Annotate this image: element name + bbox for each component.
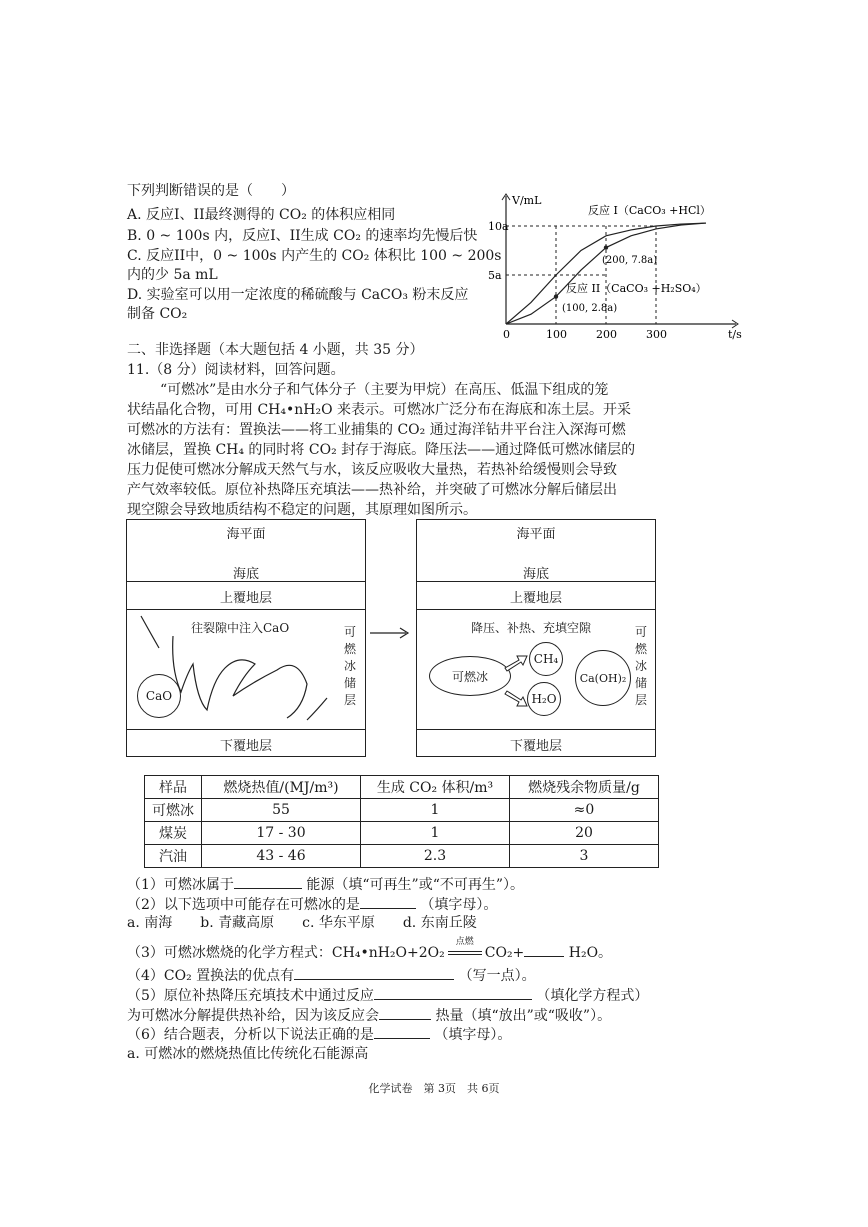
caoh2-circle: Ca(OH)₂ xyxy=(575,650,631,706)
q10-option-b: B. 0 ~ 100s 内，反应I、II生成 CO₂ 的速率均先慢后快 xyxy=(127,228,478,244)
upper-layer-label: 上覆地层 xyxy=(219,591,272,606)
table-header-row xyxy=(145,776,659,799)
q2-options: a. 南海 b. 青藏高原 c. 华东平原 d. 东南丘陵 xyxy=(127,915,477,931)
table-cell: 20 xyxy=(510,822,659,845)
paragraph-line-4: 冰储层，置换 CH₄ 的同时将 CO₂ 封存于海底。降压法——通过降低可燃冰储层的 xyxy=(127,442,636,458)
data-point xyxy=(554,294,558,298)
x-tick-label: 0 xyxy=(503,328,510,341)
table-cell: 43 - 46 xyxy=(202,845,361,868)
q3-line xyxy=(127,937,613,963)
decomposition-arrows-icon xyxy=(501,648,531,718)
q5-text: （5）原位补热降压充填技术中通过反应 xyxy=(127,988,374,1004)
column-header: 生成 CO₂ 体积/m³ xyxy=(361,776,510,799)
paragraph-line-2: 状结晶化合物，可用 CH₄•nH₂O 来表示。可燃冰广泛分布在海底和冻土层。开采 xyxy=(127,402,632,418)
cao-circle: CaO xyxy=(137,674,181,718)
column-header: 燃烧热值/(MJ/m³) xyxy=(202,776,361,799)
divider xyxy=(417,581,655,582)
paragraph-line-1: “可燃冰”是由水分子和气体分子（主要为甲烷）在高压、低温下组成的笼 xyxy=(160,382,609,398)
sea-level-label: 海平面 xyxy=(516,527,556,542)
answer-blank[interactable] xyxy=(379,1005,431,1020)
fuel-comparison-table xyxy=(144,775,659,868)
paragraph-line-6: 产气效率较低。原位补热降压充填法——热补给，并突破了可燃冰分解后储层出 xyxy=(127,482,617,498)
q10-prompt: 下列判断错误的是（ ） xyxy=(127,183,295,199)
answer-blank[interactable] xyxy=(374,985,532,1000)
q5-text-end: 热量（填“放出”或“吸收”）。 xyxy=(435,1008,612,1024)
process-label: 降压、补热、充填空隙 xyxy=(471,621,592,635)
divider xyxy=(127,729,365,730)
table-row xyxy=(145,845,659,868)
x-tick-label: 100 xyxy=(546,328,567,341)
x-tick-label: 200 xyxy=(596,328,617,341)
y-tick-label: 5a xyxy=(488,269,502,282)
x-tick-label: 300 xyxy=(646,328,667,341)
q2-text-end: （填字母）。 xyxy=(420,897,498,913)
column-header: 燃烧残余物质量/g xyxy=(510,776,659,799)
data-point xyxy=(604,245,608,249)
paragraph-line-3: 可燃冰的方法有：置换法——将工业捕集的 CO₂ 通过海洋钻井平台注入深海可燃 xyxy=(127,422,626,438)
q10-option-c-cont: 内的少 5a mL xyxy=(127,267,218,283)
table-row xyxy=(145,799,659,822)
seabed-label: 海底 xyxy=(522,567,549,582)
table-cell: 1 xyxy=(361,822,510,845)
answer-blank[interactable] xyxy=(234,874,302,889)
q5-line xyxy=(127,985,648,1006)
table-cell: 汽油 xyxy=(145,845,202,868)
column-header: 样品 xyxy=(145,776,202,799)
table-cell: 1 xyxy=(361,799,510,822)
reservoir-label: 可燃冰储层 xyxy=(634,625,647,707)
divider xyxy=(127,581,365,582)
lower-layer-label: 下覆地层 xyxy=(509,739,562,754)
reaction-condition xyxy=(445,937,485,963)
reservoir-label: 可燃冰储层 xyxy=(343,625,356,707)
table-cell: 17 - 30 xyxy=(202,822,361,845)
answer-blank[interactable] xyxy=(360,894,416,909)
divider xyxy=(417,609,655,610)
q5-text-mid: （填化学方程式） xyxy=(536,988,649,1004)
reaction-volume-chart xyxy=(488,188,750,343)
q10-option-c: C. 反应II中，0 ~ 100s 内产生的 CO₂ 体积比 100 ~ 200s xyxy=(127,248,502,264)
h2o-circle: H₂O xyxy=(527,682,561,716)
q3-text-end: H₂O。 xyxy=(568,945,613,961)
seabed-label: 海底 xyxy=(232,567,259,582)
q6-option-a: a. 可燃冰的燃烧热值比传统化石能源高 xyxy=(127,1046,369,1062)
q11-title: 11.（8 分）阅读材料，回答问题。 xyxy=(127,362,345,378)
q4-line xyxy=(127,965,536,986)
ch4-circle: CH₄ xyxy=(529,642,563,676)
page-footer: 化学试卷 第 3页 共 6页 xyxy=(368,1082,500,1095)
q2-text: （2）以下选项中可能存在可燃冰的是 xyxy=(127,897,360,913)
x-axis-label: t/s xyxy=(728,328,742,341)
ignite-label: 点燃 xyxy=(455,937,474,947)
table-cell: 煤炭 xyxy=(145,822,202,845)
paragraph-line-7: 现空隙会导致地质结构不稳定的问题，其原理如图所示。 xyxy=(127,502,477,518)
y-tick-label: 10a xyxy=(488,220,509,233)
q5-text-cont: 为可燃冰分解提供热补给，因为该反应会 xyxy=(127,1008,379,1024)
table-cell: ≈0 xyxy=(510,799,659,822)
q1-line xyxy=(127,874,524,895)
answer-blank[interactable] xyxy=(374,1024,430,1039)
q1-text: （1）可燃冰属于 xyxy=(127,877,234,893)
table-cell: 可燃冰 xyxy=(145,799,202,822)
q6-text: （6）结合题表，分析以下说法正确的是 xyxy=(127,1027,374,1043)
point-annotation: (200, 7.8a) xyxy=(602,255,658,266)
table-cell: 55 xyxy=(202,799,361,822)
y-axis-label: V/mL xyxy=(512,194,542,207)
table-cell: 3 xyxy=(510,845,659,868)
q4-text: （4）CO₂ 置换法的优点有 xyxy=(127,968,295,984)
series-label: 反应 II（CaCO₃ +H₂SO₄） xyxy=(566,282,707,295)
q4-text-end: （写一点）。 xyxy=(458,968,536,984)
diagram-after xyxy=(416,519,656,757)
lower-layer-label: 下覆地层 xyxy=(219,739,272,754)
q10-option-d-cont: 制备 CO₂ xyxy=(127,306,188,322)
q3-text: （3）可燃冰燃烧的化学方程式：CH₄•nH₂O+2O₂ xyxy=(127,945,445,961)
q3-product: CO₂+ xyxy=(484,945,525,961)
q10-option-a: A. 反应I、II最终测得的 CO₂ 的体积应相同 xyxy=(127,207,396,223)
answer-blank[interactable] xyxy=(524,942,564,957)
paragraph-line-5: 压力促使可燃冰分解成天然气与水，该反应吸收大量热，若热补给缓慢则会导致 xyxy=(127,462,617,478)
point-annotation: (100, 2.8a) xyxy=(562,303,618,314)
q6-line xyxy=(127,1024,511,1045)
q5-line-2 xyxy=(127,1005,611,1026)
right-arrow-icon xyxy=(368,626,412,640)
sea-level-label: 海平面 xyxy=(226,527,266,542)
q10-option-d: D. 实验室可以用一定浓度的稀硫酸与 CaCO₃ 粉末反应 xyxy=(127,287,469,303)
divider xyxy=(417,729,655,730)
q1-text-end: 能源（填“可再生”或“不可再生”）。 xyxy=(306,877,525,893)
q2-line xyxy=(127,894,497,915)
upper-layer-label: 上覆地层 xyxy=(509,591,562,606)
answer-blank[interactable] xyxy=(294,965,454,980)
q6-text-end: （填字母）。 xyxy=(434,1027,512,1043)
table-row xyxy=(145,822,659,845)
series-label: 反应 I（CaCO₃ +HCl） xyxy=(588,204,711,217)
section2-heading: 二、非选择题（本大题包括 4 小题，共 35 分） xyxy=(127,342,424,358)
diagram-before xyxy=(126,519,366,757)
hydrate-ellipse: 可燃冰 xyxy=(429,656,511,696)
table-cell: 2.3 xyxy=(361,845,510,868)
inject-cao-label: 往裂隙中注入CaO xyxy=(191,621,290,635)
